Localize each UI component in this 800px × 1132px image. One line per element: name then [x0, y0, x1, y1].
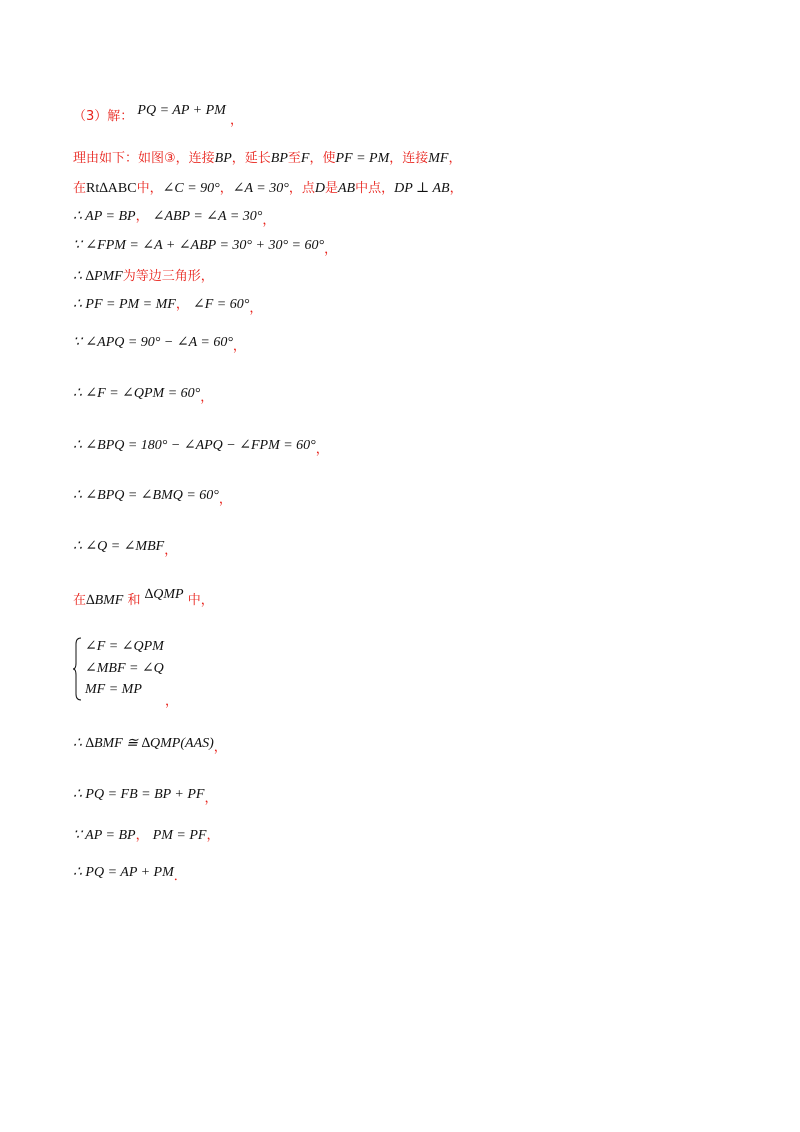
- text: 是: [324, 181, 338, 196]
- punct: ，: [229, 113, 243, 128]
- part-label: （3）解：: [73, 109, 134, 124]
- equation-system: [73, 636, 273, 709]
- text: ，延长: [231, 151, 271, 166]
- step-line: [73, 385, 213, 403]
- text: ，点: [288, 181, 315, 196]
- solution-heading: [73, 103, 243, 128]
- math: F: [300, 151, 310, 166]
- text: ，使: [309, 151, 336, 166]
- math: ∠ABP = ∠A = 30°: [152, 209, 263, 224]
- system-condition-2: ∠MBF = ∠Q: [85, 661, 164, 676]
- text: ，: [135, 828, 149, 843]
- system-condition-3: MF = MP: [85, 682, 142, 697]
- step-line: [73, 437, 329, 455]
- step-line: [73, 237, 337, 255]
- text: ，: [315, 442, 329, 457]
- math: ∴ ∠BPQ = ∠BMQ = 60°: [73, 488, 219, 503]
- step-line: [73, 735, 227, 753]
- text: 和: [127, 593, 141, 608]
- left-brace-icon: [73, 636, 83, 702]
- math: ∠C = 90°: [162, 181, 220, 196]
- text: ，连接: [389, 151, 429, 166]
- math: ∴ PQ = FB = BP + PF: [73, 787, 205, 802]
- text: ，: [262, 213, 276, 228]
- math: ∴ ∠BPQ = 180° − ∠APQ − ∠FPM = 60°: [73, 438, 316, 453]
- text: ，: [164, 543, 178, 558]
- text: ，: [200, 390, 214, 405]
- text: 中点，: [355, 181, 395, 196]
- text: ，: [204, 791, 218, 806]
- math: ∴ PQ = AP + PM: [73, 865, 174, 880]
- math: PF = PM: [335, 151, 390, 166]
- math: ∴ ∆BMF ≅ ∆QMP(AAS): [73, 736, 214, 751]
- step-line: [73, 786, 217, 804]
- triangle-given-line: [73, 180, 463, 198]
- text: ，: [219, 181, 233, 196]
- math: ∵ ∠APQ = 90° − ∠A = 60°: [73, 335, 233, 350]
- math: MF: [428, 151, 449, 166]
- text: 至: [287, 151, 301, 166]
- text: ，: [213, 740, 227, 755]
- math: ∴ AP = BP: [73, 209, 136, 224]
- math: D: [314, 181, 325, 196]
- text: ，: [232, 339, 246, 354]
- math: ∴ ∠F = ∠QPM = 60°: [73, 386, 201, 401]
- reason-line: [73, 150, 462, 168]
- step-line: [73, 268, 214, 286]
- text: ，: [175, 297, 189, 312]
- math: ∵ AP = BP: [73, 828, 136, 843]
- text: ，: [449, 181, 463, 196]
- math: ∆BMF: [86, 593, 124, 608]
- step-line: [73, 827, 220, 845]
- step-line: [73, 334, 246, 352]
- math: DP ⊥ AB: [394, 181, 450, 196]
- math: Rt∆ABC: [86, 181, 137, 196]
- math: ∴ PF = PM = MF: [73, 297, 176, 312]
- system-condition-1: ∠F = ∠QPM: [85, 639, 164, 654]
- text: 中，: [136, 181, 163, 196]
- step-line: [73, 487, 232, 505]
- step-line: [73, 208, 275, 226]
- text: 在: [73, 181, 87, 196]
- text: 中，: [187, 593, 214, 608]
- step-line: [73, 296, 262, 314]
- conclusion-formula: PQ = AP + PM: [137, 103, 226, 118]
- text: ，: [135, 209, 149, 224]
- math: BP: [214, 151, 232, 166]
- math: PM = PF: [152, 828, 207, 843]
- math: ∴ ∆PMF: [73, 269, 123, 284]
- text: ，: [324, 242, 338, 257]
- text: ，: [218, 492, 232, 507]
- final-conclusion: [73, 864, 187, 882]
- math: BP: [270, 151, 288, 166]
- math: AB: [338, 181, 356, 196]
- math: ∠A = 30°: [232, 181, 289, 196]
- math: ∆QMP: [144, 587, 184, 602]
- text: ，: [448, 151, 462, 166]
- text: 在: [73, 593, 87, 608]
- step-line: [73, 538, 177, 556]
- text: ，: [206, 828, 220, 843]
- text: ，: [249, 301, 263, 316]
- text: 理由如下：如图③，连接: [73, 151, 215, 166]
- math: ∴ ∠Q = ∠MBF: [73, 539, 165, 554]
- math: ∠F = 60°: [193, 297, 250, 312]
- text: ．: [173, 869, 187, 884]
- text: 为等边三角形，: [122, 269, 214, 284]
- math: ∵ ∠FPM = ∠A + ∠ABP = 30° + 30° = 60°: [73, 238, 325, 253]
- punct: ，: [165, 694, 179, 709]
- congruence-intro: [73, 587, 214, 610]
